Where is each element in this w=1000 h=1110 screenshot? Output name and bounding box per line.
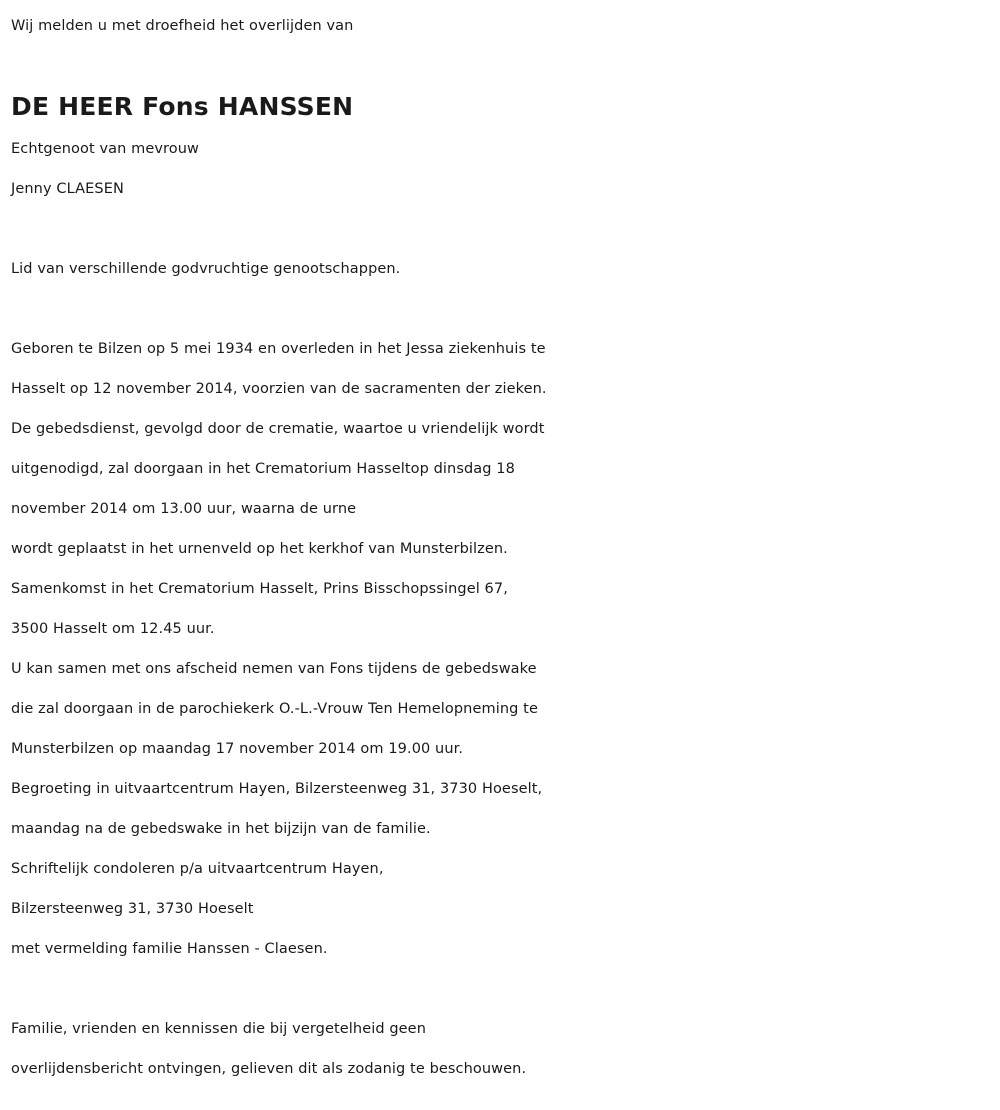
body-line: Schriftelijk condoleren p/a uitvaartcentrum Hayen,	[11, 861, 384, 877]
body-line: met vermelding familie Hanssen - Claesen.	[11, 941, 328, 957]
closing-line: overlijdensbericht ontvingen, gelieven dit als zodanig te beschouwen.	[11, 1061, 527, 1077]
deceased-name-title: DE HEER Fons HANSSEN	[11, 92, 354, 121]
body-line: die zal doorgaan in de parochiekerk O.-L.-Vrouw Ten Hemelopneming te	[11, 701, 538, 717]
body-line: Geboren te Bilzen op 5 mei 1934 en overleden in het Jessa ziekenhuis te	[11, 341, 546, 357]
body-line: Begroeting in uitvaartcentrum Hayen, Bilzersteenweg 31, 3730 Hoeselt,	[11, 781, 543, 797]
obituary-notice	[11, 6, 991, 1089]
body-line: Samenkomst in het Crematorium Hasselt, Prins Bisschopssingel 67,	[11, 581, 508, 597]
body-line: Bilzersteenweg 31, 3730 Hoeselt	[11, 901, 254, 917]
body-line: maandag na de gebedswake in het bijzijn van de familie.	[11, 821, 431, 837]
body-line: november 2014 om 13.00 uur, waarna de urne	[11, 501, 357, 517]
spouse-line-2: Jenny CLAESEN	[11, 181, 124, 197]
body-line: 3500 Hasselt om 12.45 uur.	[11, 621, 215, 637]
intro-text: Wij melden u met droefheid het overlijden van	[11, 18, 354, 34]
body-line: uitgenodigd, zal doorgaan in het Crematorium Hasseltop dinsdag 18	[11, 461, 515, 477]
body-line: Munsterbilzen op maandag 17 november 2014 om 19.00 uur.	[11, 741, 464, 757]
closing-line: Familie, vrienden en kennissen die bij vergetelheid geen	[11, 1021, 426, 1037]
spacer	[11, 289, 991, 329]
spacer	[11, 969, 991, 1009]
body-line: De gebedsdienst, gevolgd door de crematie, waartoe u vriendelijk wordt	[11, 421, 545, 437]
spacer	[11, 209, 991, 249]
body-line: U kan samen met ons afscheid nemen van Fons tijdens de gebedswake	[11, 661, 537, 677]
spouse-line-1: Echtgenoot van mevrouw	[11, 141, 200, 157]
membership-text: Lid van verschillende godvruchtige genootschappen.	[11, 261, 401, 277]
body-line: wordt geplaatst in het urnenveld op het kerkhof van Munsterbilzen.	[11, 541, 508, 557]
body-line: Hasselt op 12 november 2014, voorzien van de sacramenten der zieken.	[11, 381, 547, 397]
